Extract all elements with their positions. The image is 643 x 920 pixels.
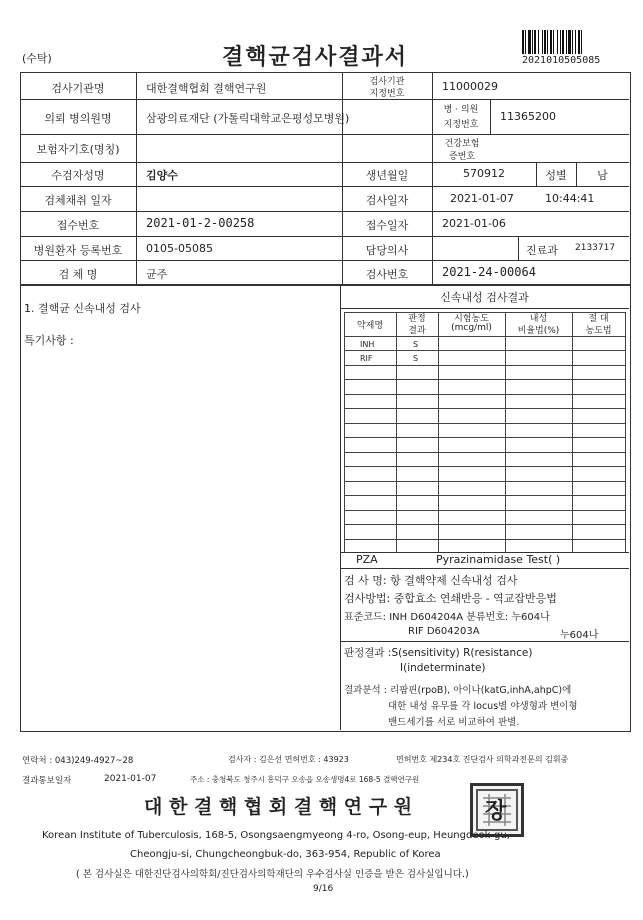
supervising-doctor: 면허번호 제234호 진단검사 의학과전문의 김휘중 xyxy=(396,755,569,764)
report-date-label: 결과통보일자 xyxy=(22,776,72,786)
page-number: 9/16 xyxy=(313,884,334,894)
hospital-label: 의뢰 병의원명 xyxy=(44,112,112,125)
result-legend-2: I(indeterminate) xyxy=(400,662,486,674)
barcode-number: 2021010505085 xyxy=(522,55,601,66)
result-section xyxy=(20,284,631,732)
table-grid-vline xyxy=(396,312,397,552)
rapid-table-title: 신속내성 검사결과 xyxy=(440,291,529,304)
table-grid-hline xyxy=(344,379,625,380)
hospital-id-value: 11365200 xyxy=(500,110,556,123)
test-time-value: 10:44:41 xyxy=(545,192,595,205)
address-en-2: Cheongju-si, Chungcheongbuk-do, 363-954, Republic of Korea xyxy=(130,849,441,860)
collect-date-label: 검체채취 일자 xyxy=(44,194,112,207)
result-legend: 판정결과 :S(sensitivity) R(resistance) xyxy=(344,647,533,659)
test-no-value: 2021-24-00064 xyxy=(442,265,536,279)
address-en-1: Korean Institute of Tuberculosis, 168-5, Osongsaengmyeong 4-ro, Osong-eup, Heungdeok-gu, xyxy=(42,830,510,841)
contact: 연락처 : 043)249-4927~28 xyxy=(22,756,134,766)
table-grid-hline xyxy=(344,539,625,540)
sex-value: 남 xyxy=(597,169,608,182)
table-grid-hline xyxy=(344,423,625,424)
hospital-id-label: 병 · 의원 xyxy=(443,105,479,115)
hospital-value: 삼광의료재단 (가톨릭대학교은평성모병원) xyxy=(146,112,350,125)
specimen-label: 검 체 명 xyxy=(58,268,98,281)
pza-label: PZA xyxy=(356,553,378,566)
barcode xyxy=(522,30,614,54)
dept-value: 2133717 xyxy=(575,243,616,253)
row-result-rif: S xyxy=(413,354,419,363)
patient-label: 수검자성명 xyxy=(51,169,105,182)
insurer-label: 보험자기호(명칭) xyxy=(36,143,120,156)
official-seal xyxy=(470,783,524,837)
table-grid-hline xyxy=(344,452,625,453)
specimen-value: 균주 xyxy=(146,268,168,281)
table-grid-hline xyxy=(344,466,625,467)
table-grid-hline xyxy=(344,437,625,438)
table-grid-hline xyxy=(344,365,625,366)
lab-id-label: 검사기관 xyxy=(369,77,405,87)
table-grid-hline xyxy=(344,524,625,525)
sex-label: 성별 xyxy=(545,169,567,182)
row-result-inh: S xyxy=(413,340,419,349)
table-grid-vline xyxy=(572,312,573,552)
test-title: 1. 결핵균 신속내성 검사 xyxy=(24,302,141,315)
patient-value: 김양수 xyxy=(146,169,178,182)
table-grid-hline xyxy=(344,350,625,351)
table-grid-vline xyxy=(344,312,345,552)
examiner: 검사자 : 김은선 면허번호 : 43923 xyxy=(228,755,349,764)
table-grid-hline xyxy=(344,481,625,482)
analysis-line-3: 밴드세기를 서로 비교하여 판별. xyxy=(388,717,520,728)
header-result: 판정 xyxy=(408,314,426,324)
lab-id-value: 11000029 xyxy=(442,80,498,93)
receipt-no-value: 2021-01-2-00258 xyxy=(146,216,255,230)
lab-value: 대한결핵협회 결핵연구원 xyxy=(146,82,267,95)
row-drug-inh: INH xyxy=(360,340,375,349)
table-grid-hline xyxy=(344,495,625,496)
analysis-line-2: 대한 내성 유무를 각 locus별 야생형과 변이형 xyxy=(388,701,578,712)
barcode-icon xyxy=(522,30,614,54)
receipt-no-label: 접수번호 xyxy=(56,219,100,232)
copy-tag: (수탁) xyxy=(22,52,52,65)
method-procedure: 검사방법: 중합효소 연쇄반응 - 역교잡반응법 xyxy=(344,592,557,605)
org-name: 대 한 결 핵 협 회 결 핵 연 구 원 xyxy=(144,796,413,818)
table-grid-hline xyxy=(344,510,625,511)
doctor-label: 담당의사 xyxy=(365,244,409,257)
table-grid-hline xyxy=(344,394,625,395)
test-no-label: 검사번호 xyxy=(365,268,409,281)
table-grid-vline xyxy=(625,312,626,552)
header-drug: 약제명 xyxy=(356,321,384,331)
row-drug-rif: RIF xyxy=(360,354,373,363)
birth-label: 생년월일 xyxy=(365,169,409,182)
certification-note: ( 본 검사실은 대한진단검사의학회/진단검사의학재단의 우수검사실 인증을 받은 검사실입니다.) xyxy=(76,869,469,880)
table-grid-vline xyxy=(505,312,506,552)
analysis-line-1: 결과분석 : 리팜핀(rpoB), 아이나(katG,inhA,ahpC)에 xyxy=(344,685,572,696)
table-grid-hline xyxy=(344,336,625,337)
seal-char: 장 xyxy=(485,798,507,824)
header-absolute: 절 대 xyxy=(588,314,609,324)
test-date-label: 검사일자 xyxy=(365,194,409,207)
birth-value: 570912 xyxy=(463,167,505,180)
lab-label: 검사기관명 xyxy=(51,82,105,95)
table-grid-vline xyxy=(438,312,439,552)
pza-value: Pyrazinamidase Test( ) xyxy=(436,553,561,566)
address-kr: 주소 : 충청북도 청주시 흥덕구 오송읍 오송생명4로 168-5 결핵연구원 xyxy=(190,775,420,784)
dept-label: 진료과 xyxy=(526,244,558,257)
test-date-value: 2021-01-07 xyxy=(450,192,514,205)
insurance-no-label: 건강보험 xyxy=(444,139,480,149)
table-grid-hline xyxy=(344,408,625,409)
remarks-label: 특기사항 : xyxy=(24,334,74,347)
header-proportion: 내성 xyxy=(529,314,548,324)
header-concentration: 시험농도 xyxy=(454,314,489,324)
reg-no-label: 병원환자 등록번호 xyxy=(33,244,123,257)
reg-no-value: 0105-05085 xyxy=(146,242,213,255)
receipt-date-label: 접수일자 xyxy=(365,219,409,232)
method-code-2: RIF D604203A xyxy=(408,626,480,637)
report-date-value: 2021-01-07 xyxy=(104,774,157,784)
method-code: 표준코드: INH D604204A 분류번호: 누604나 xyxy=(344,612,550,623)
page-title: 결핵균검사결과서 xyxy=(222,44,409,70)
method-name: 검 사 명: 항 결핵약제 신속내성 검사 xyxy=(344,574,518,587)
receipt-date-value: 2021-01-06 xyxy=(442,217,506,230)
